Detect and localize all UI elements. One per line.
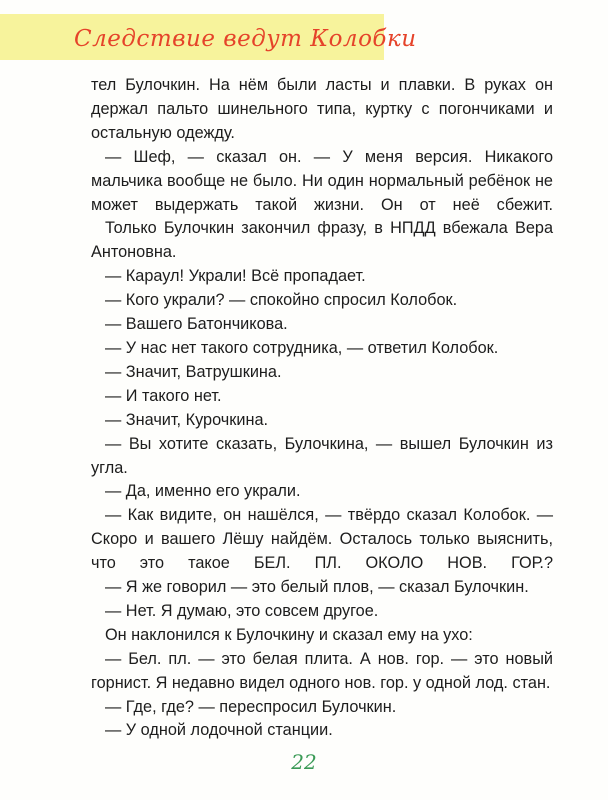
running-header-title: Следствие ведут Колобки	[74, 26, 417, 52]
paragraph: — Я же говорил — это белый плов, — сказал Булочкин.	[105, 578, 529, 597]
paragraph: — Вы хотите сказать, Булочкина, — вышел Булочкин из угла.	[91, 434, 553, 477]
paragraph: — Караул! Украли! Всё пропадает.	[105, 267, 366, 286]
paragraph: — У одной лодочной станции.	[105, 721, 333, 740]
header-band	[0, 14, 417, 60]
paragraph: тел Булочкин. На нём были ласты и плавки. В руках он держал пальто шинельного типа, куртку с погончиками и остальную одежду.	[91, 76, 553, 142]
paragraph: — Вашего Батончикова.	[105, 315, 288, 334]
page-number: 22	[291, 750, 317, 774]
paragraph: Только Булочкин закончил фразу, в НПДД вбежала Вера Антоновна.	[91, 219, 553, 262]
paragraph: — У нас нет такого сотрудника, — ответил Колобок.	[105, 338, 499, 357]
page-text	[91, 74, 553, 743]
paragraph: — Нет. Я думаю, это совсем другое.	[105, 601, 379, 620]
paragraph: — Бел. пл. — это белая плита. А нов. гор. — это новый горнист. Я недавно видел одного нов. гор. у одной лод. стан.	[91, 649, 553, 692]
paragraph: — Где, где? — переспросил Булочкин.	[105, 697, 397, 716]
paragraph: — Кого украли? — спокойно спросил Колобок.	[105, 291, 458, 310]
paragraph: — И такого нет.	[105, 386, 222, 405]
paragraph: — Да, именно его украли.	[105, 482, 301, 501]
paragraph: — Шеф, — сказал он. — У меня версия. Никакого мальчика вообще не было. Ни один нормальный ребёнок не может выдержать такой жизни. Он от неё сбежит.	[91, 147, 553, 214]
paragraph: Он наклонился к Булочкину и сказал ему на ухо:	[105, 625, 473, 644]
paragraph: — Значит, Ватрушкина.	[105, 362, 282, 381]
paragraph: — Значит, Курочкина.	[105, 410, 269, 429]
paragraph: — Как видите, он нашёлся, — твёрдо сказал Колобок. — Скоро и вашего Лёшу найдём. Осталось только выяснить, что это такое БЕЛ. ПЛ. ОКОЛО НОВ. ГОР.?	[91, 506, 553, 573]
